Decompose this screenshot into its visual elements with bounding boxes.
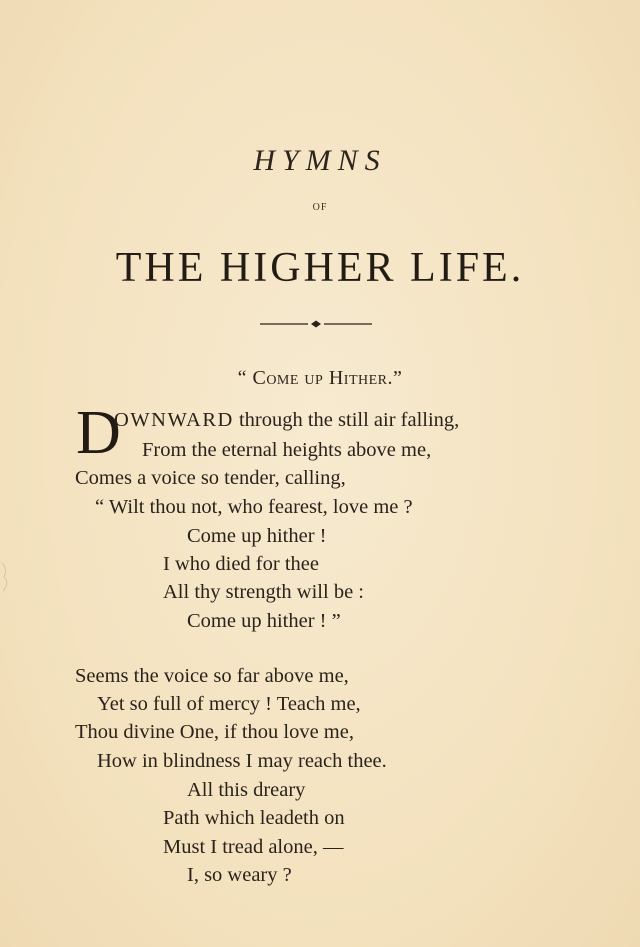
poem-line: All thy strength will be : xyxy=(163,581,364,603)
book-title: THE HIGHER LIFE. xyxy=(115,245,525,291)
poem-line: Yet so full of mercy ! Teach me, xyxy=(97,693,361,715)
first-word: OWNWARD xyxy=(114,409,234,431)
poem-line: I, so weary ? xyxy=(187,864,292,886)
poem-line: I who died for thee xyxy=(163,553,319,575)
paper-stain xyxy=(0,555,20,605)
poem-title: “ Come up Hither.” xyxy=(237,367,403,389)
poem-line: Thou divine One, if thou love me, xyxy=(75,721,354,743)
poem-line: All this dreary xyxy=(187,779,306,801)
poem-line: “ Wilt thou not, who fearest, love me ? xyxy=(95,496,413,518)
header-of: OF xyxy=(312,202,328,213)
poem-line: Path which leadeth on xyxy=(163,807,345,829)
poem-line: Come up hither ! xyxy=(187,525,327,547)
poem-line xyxy=(114,406,459,434)
poem-line: Must I tread alone, — xyxy=(163,836,344,858)
header-hymns: HYMNS xyxy=(253,144,387,177)
drop-cap: D xyxy=(76,399,121,467)
poem-line: Comes a voice so tender, calling, xyxy=(75,467,346,489)
poem-line: Come up hither ! ” xyxy=(187,610,341,632)
poem-line: From the eternal heights above me, xyxy=(142,439,432,461)
first-line-rest: through the still air falling, xyxy=(233,409,460,431)
poem-line: Seems the voice so far above me, xyxy=(75,665,349,687)
divider-ornament xyxy=(260,318,372,330)
poem-line: How in blindness I may reach thee. xyxy=(97,750,387,772)
